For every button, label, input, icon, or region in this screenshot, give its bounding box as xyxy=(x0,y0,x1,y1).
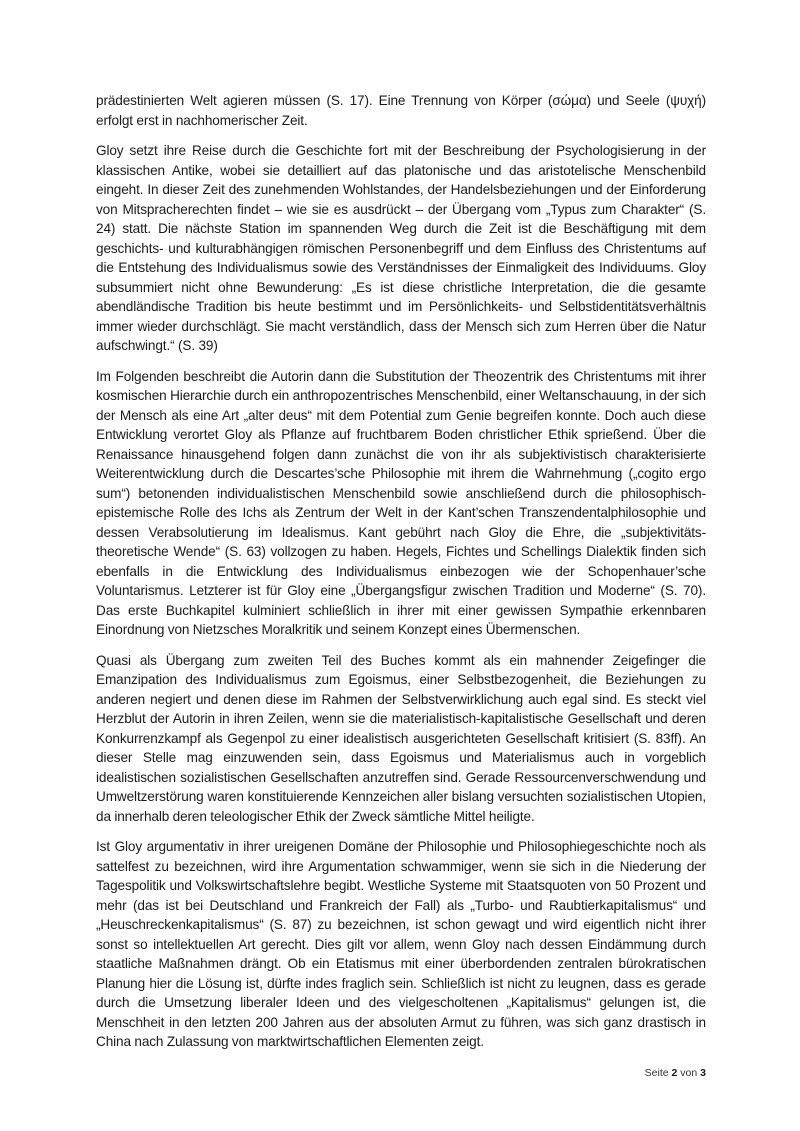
document-body xyxy=(96,91,706,1063)
paragraph: Quasi als Übergang zum zweiten Teil des Buches kommt als ein mahnender Zeigefinger die Emanzipation des Individualismus zum Egoismus, einer Selbstbezogenheit, die Beziehungen zu anderen negiert und denen diese im Rahmen der Selbstverwirklichung auch egal sind. Es steckt viel Herzblut der Autorin in ihren Zeilen, wenn sie die materialistisch-kapitalistische Gesellschaft und deren Konkurrenzkampf als Gegenpol zu einer idealistisch ausgerichteten Gesellschaft kritisiert (S. 83ff). An dieser Stelle mag einzuwenden sein, dass Egoismus und Materialismus auch in vorgeblich idealistischen sozialistischen Gesellschaften anzutreffen sind. Gerade Ressourcenverschwendung und Umweltzerstörung waren konstituierende Kennzeichen aller bislang versuchten sozialistischen Utopien, da innerhalb deren teleologischer Ethik der Zweck sämtliche Mittel heiligte. xyxy=(96,652,706,824)
current-page-number: 2 xyxy=(671,1067,678,1079)
page-label: Seite xyxy=(644,1067,669,1079)
page-number-footer xyxy=(645,1067,706,1079)
total-page-number: 3 xyxy=(700,1067,706,1079)
paragraph: Gloy setzt ihre Reise durch die Geschichte fort mit der Beschreibung der Psychologisierung in der klassischen Antike, wobei sie detailliert auf das platonische und das aristotelische Menschenbild eingeht. In dieser Zeit des zunehmenden Wohlstandes, der Handelsbeziehungen und der Einforderung von Mitspracherechten findet – wie sie es ausdrückt – der Übergang vom „Typus zum Charakter“ (S. 24) statt. Die nächste Station im spannenden Weg durch die Zeit ist die Beschäftigung mit dem geschichts- und kulturabhängigen römischen Personenbegriff und dem Einfluss des Christentums auf die Entstehung des Individualismus sowie des Verständnisses der Einmaligkeit des Individuums. Gloy subsummiert nicht ohne Bewunderung: „Es ist diese christliche Interpretation, die die gesamte abendländische Tradition bis heute bestimmt und im Persönlichkeits- und Selbstidentitätsverhältnis immer wieder durchschlägt. Sie macht verständlich, dass der Mensch sich zum Herren über die Natur aufschwingt.“ (S. 39) xyxy=(96,143,706,353)
paragraph: Im Folgenden beschreibt die Autorin dann die Substitution der Theozentrik des Christentums mit ihrer kosmischen Hierarchie durch ein anthropozentrisches Menschenbild, einer Weltanschauung, in der sich der Mensch als eine Art „alter deus“ mit dem Potential zum Genie begreifen konnte. Doch auch diese Entwicklung verortet Gloy als Pflanze auf fruchtbarem Boden christlicher Ethik sprießend. Über die Renaissance hinausgehend folgen dann zunächst die von ihr als subjektivistisch charakterisierte Weiterentwicklung durch die Descartes’sche Philosophie mit ihrem die Wahrnehmung („cogito ergo sum“) betonenden individualistischen Menschenbild sowie anschließend durch die philosophisch-epistemische Rolle des Ichs als Zentrum der Welt in der Kant’schen Transzendentalphilosophie und dessen Verabsolutierung im Idealismus. Kant gebührt nach Gloy die Ehre, die „subjektivitäts-theoretische Wende“ (S. 63) vollzogen zu haben. Hegels, Fichtes und Schellings Dialektik finden sich ebenfalls in die Entwicklung des Individualismus einbezogen wie der Schopenhauer’sche Voluntarismus. Letzterer ist für Gloy eine „Übergangsfigur zwischen Tradition und Moderne“ (S. 70). Das erste Buchkapitel kulminiert schließlich in ihrer mit einer gewissen Sympathie erkennbaren Einordnung von Nietzsches Moralkritik und seinem Konzept eines Übermenschen. xyxy=(96,368,706,637)
page-separator: von xyxy=(680,1067,698,1079)
paragraph: prädestinierten Welt agieren müssen (S. 17). Eine Trennung von Körper (σώμα) und Seele (ψυχή) erfolgt erst in nachhomerischer Zeit. xyxy=(96,93,706,128)
paragraph: Ist Gloy argumentativ in ihrer ureigenen Domäne der Philosophie und Philosophiegeschichte noch als sattelfest zu bezeichnen, wird ihre Argumentation schwammiger, wenn sie sich in die Niederung der Tagespolitik und Volkswirtschaftslehre begibt. Westliche Systeme mit Staatsquoten von 50 Prozent und mehr (das ist bei Deutschland und Frankreich der Fall) als „Turbo- und Raubtierkapitalismus“ und „Heuschreckenkapitalismus“ (S. 87) zu bezeichnen, ist schon gewagt und wird eigentlich nicht ihrer sonst so intellektuellen Art gerecht. Dies gilt vor allem, wenn Gloy nach dessen Eindämmung durch staatliche Maßnahmen drängt. Ob ein Etatismus mit einer überbordenden zentralen bürokratischen Planung hier die Lösung ist, dürfte indes fraglich sein. Schließlich ist nicht zu leugnen, dass es gerade durch die Umsetzung liberaler Ideen und des vielgescholtenen „Kapitalismus“ gelungen ist, die Menschheit in den letzten 200 Jahren aus der absoluten Armut zu führen, was sich ganz drastisch in China nach Zulassung von marktwirtschaftlichen Elementen zeigt. xyxy=(96,839,706,1049)
